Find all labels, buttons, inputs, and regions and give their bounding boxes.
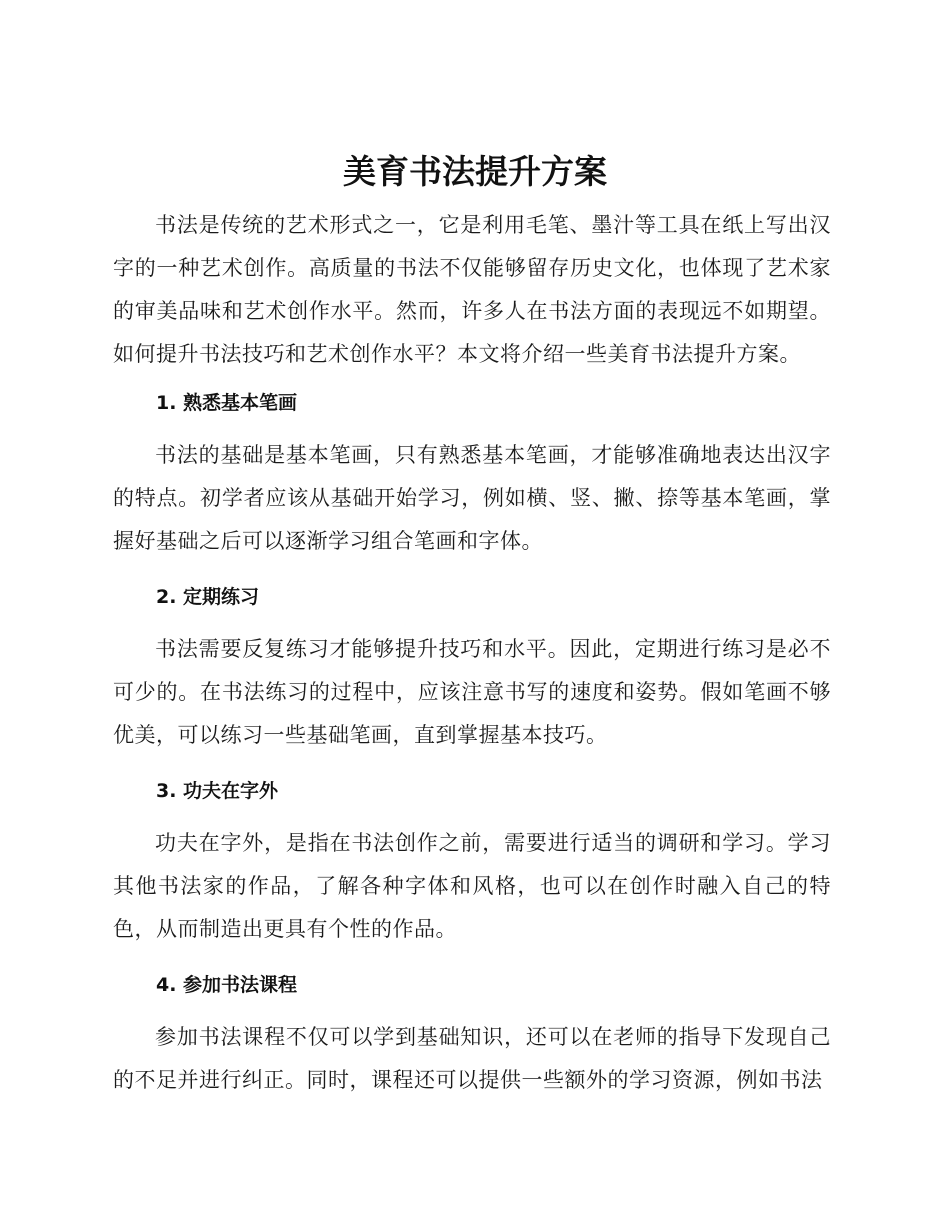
section-heading-4: 4. 参加书法课程 [156, 974, 298, 996]
document-title: 美育书法提升方案 [343, 152, 607, 191]
section-heading-3: 3. 功夫在字外 [156, 780, 279, 802]
section-body-1: 书法的基础是基本笔画，只有熟悉基本笔画，才能够准确地表达出汉字的特点。初学者应该从基础开始学习，例如横、竖、撇、捺等基本笔画，掌握好基础之后可以逐渐学习组合笔画和字体。 [113, 443, 831, 553]
section-body-2: 书法需要反复练习才能够提升技巧和水平。因此，定期进行练习是必不可少的。在书法练习的过程中，应该注意书写的速度和姿势。假如笔画不够优美，可以练习一些基础笔画，直到掌握基本技巧。 [113, 637, 831, 747]
section-heading-1: 1. 熟悉基本笔画 [156, 392, 298, 414]
section-body-4: 参加书法课程不仅可以学到基础知识，还可以在老师的指导下发现自己的不足并进行纠正。同时，课程还可以提供一些额外的学习资源，例如书法 [113, 1025, 831, 1092]
section-body-3: 功夫在字外，是指在书法创作之前，需要进行适当的调研和学习。学习其他书法家的作品，了解各种字体和风格，也可以在创作时融入自己的特色，从而制造出更具有个性的作品。 [113, 831, 831, 941]
section-heading-2: 2. 定期练习 [156, 586, 260, 608]
intro-paragraph: 书法是传统的艺术形式之一，它是利用毛笔、墨汁等工具在纸上写出汉字的一种艺术创作。高质量的书法不仅能够留存历史文化，也体现了艺术家的审美品味和艺术创作水平。然而，许多人在书法方面的表现远不如期望。如何提升书法技巧和艺术创作水平？本文将介绍一些美育书法提升方案。 [113, 213, 831, 366]
